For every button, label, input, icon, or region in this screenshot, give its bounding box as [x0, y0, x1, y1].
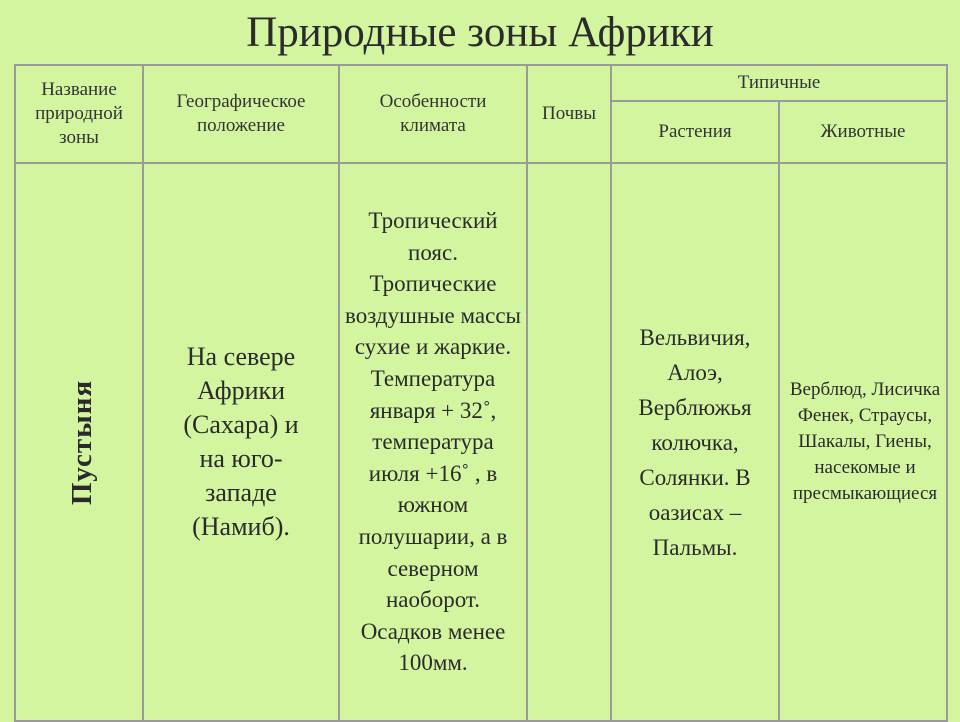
header-plants: Растения — [611, 101, 779, 163]
header-zone-name-label: Название природной зоны — [35, 79, 123, 148]
animals-text: Верблюд, Лисичка Фенек, Страусы, Шакалы, Гиены, насекомые и пресмыкающиеся — [789, 379, 941, 504]
header-animals: Животные — [779, 101, 947, 163]
header-typical: Типичные — [611, 65, 947, 101]
geo-position-text: На севере Африки (Сахара) и на юго-западе (Намиб). — [183, 342, 299, 541]
header-geo-position — [143, 65, 339, 163]
zone-name-text: Пустыня — [66, 379, 99, 505]
natural-zones-table — [14, 64, 948, 722]
slide-title: Природные зоны Африки — [246, 9, 714, 56]
climate-text: Тропический пояс. Тропические воздушные массы сухие и жаркие. Температура января + 32˚, температура июля +16˚ , в южном полушарии, а в северном наоборот. Осадков менее 100мм. — [345, 208, 521, 676]
header-soils: Почвы — [527, 65, 611, 163]
cell-zone-name — [15, 163, 143, 721]
header-zone-name — [15, 65, 143, 163]
cell-geo-position — [143, 163, 339, 721]
cell-plants — [611, 163, 779, 721]
header-geo-position-label: Географическое положение — [176, 91, 306, 136]
header-climate — [339, 65, 527, 163]
table-row — [15, 163, 947, 721]
cell-animals — [779, 163, 947, 721]
cell-climate — [339, 163, 527, 721]
header-climate-label: Особенности климата — [379, 91, 487, 136]
plants-text: Вельвичия, Алоэ, Верблюжья колючка, Солянки. В оазисах – Пальмы. — [638, 324, 752, 560]
cell-soils — [527, 163, 611, 721]
